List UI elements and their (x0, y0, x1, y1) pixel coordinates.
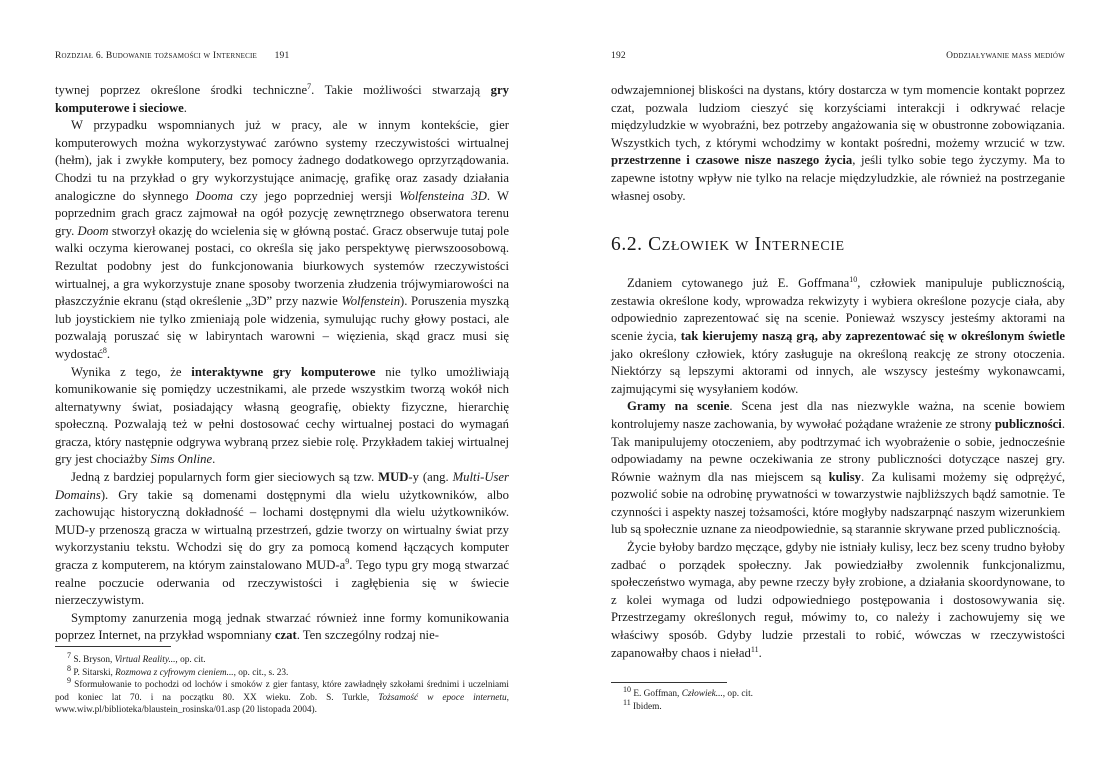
running-header (611, 51, 1065, 65)
footnote: $^{11}$ Ibidem. (623, 697, 662, 712)
left-page (55, 0, 509, 778)
page-number: 191 (274, 51, 290, 61)
footnotes (611, 684, 1065, 713)
paragraph: odwzajemnionej bliskości na dystans, który dostarcza w tym momencie kontakt poprzez czat, pozwala ludziom cieszyć się korzyściami interakcji i odkrywać relacje międzyludzkie w wyobraźni, bez potrzeby angażowania się w obustronne zobowiązania. Wszystkich tych, z którymi wchodzimy w kontakt pośredni, możemy wrzucić w tzw. przestrzenne i czasowe nisze naszego życia, jeśli tylko sobie tego życzymy. Ma to zapewne istotny wpływ nie tylko na relacje międzyludzkie, ale również na postrzeganie własnej osoby. (611, 83, 1065, 203)
section-heading: 6.2. Człowiek w Internecie (611, 234, 845, 256)
footnote-rule (55, 646, 171, 647)
paragraph: Jedną z bardziej popularnych form gier sieciowych są tzw. MUD-y (ang. Multi-User Domains). Gry takie są domenami dostępnymi dla wielu użytkowników, albo zachowując historyczną dokładność – lochami dostępnymi dla wielu użytkowników. MUD-y przenoszą gracza w wirtualną przestrzeń, gdzie tworzy on wirtualny świat przy wykorzystaniu tekstu. Wchodzi się do gry za pomocą komend łączących komputer gracza z komputerem, na którym zainstalowano MUD-$a^9$. Tego typu gry mogą stwarzać realne poczucie oderwania od rzeczywistości i zagłębienia się w świecie nierzeczywistym. (55, 470, 510, 608)
paragraph: Wynika z tego, że interaktywne gry komputerowe nie tylko umożliwiają komunikowanie się pomiędzy uczestnikami, ale przede wszystkim tworzą wokół nich alternatywny świat, posiadający własną geografię, obiekty fizyczne, hierarchię społeczną. Pozwalają też w pełni dostosować cechy wirtualnej postaci do wymagań gracza, który następnie odgrywa wybraną przez siebie rolę. Przykładem takiej wirtualnej gry jest chociażby Sims Online. (55, 364, 510, 467)
footnote-rule (611, 682, 727, 683)
running-head-title: Rozdział 6. Budowanie tożsamości w Internecie (55, 51, 257, 61)
footnote: $^7$ S. Bryson, Virtual Reality..., op. cit. (67, 650, 206, 665)
running-header (55, 51, 509, 65)
paragraph: Zdaniem cytowanego już E. Goffmana$^{10}$, człowiek manipuluje publicznością, zestawia określone kody, wprowadza rekwizyty i wybiera określone pozycje ciała, aby odpowiednio zaprezentować się na scenie. Ponieważ wszyscy jesteśmy aktorami na scenie życia, tak kierujemy naszą grą, aby zaprezentować się w określonym świetle jako określony człowiek, który zasługuje na określoną reakcję ze strony otoczenia. Niektórzy są lepszymi aktorami od innych, ale wszyscy jesteśmy wykonawcami, zajmującymi się wysyłaniem kodów. (611, 274, 1065, 396)
paragraph: tywnej poprzez określone środki techniczne$^7$. Takie możliwości stwarzają gry komputerowe i sieciowe. (55, 81, 509, 115)
right-page (611, 0, 1065, 778)
footnote: $^8$ P. Sitarski, Rozmowa z cyfrowym cieniem..., op. cit., s. 23. (67, 663, 289, 678)
body-text (55, 82, 509, 645)
footnote: $^{10}$ E. Goffman, Człowiek..., op. cit. (623, 684, 753, 699)
paragraph: W przypadku wspomnianych już w pracy, ale w innym kontekście, gier komputerowych można wykorzystywać zarówno systemy rzeczywistości wirtualnej (hełm), jak i zwykłe komputery, bez pomocy żadnego dodatkowego oprzyrządowania. Chodzi tu na przykład o gry wykorzystujące animację, grafikę oraz zasady działania analogiczne do słynnego Dooma czy jego poprzedniej wersji Wolfensteina 3D. W poprzednim grach gracz zajmował na ogół pozycję zewnętrznego obserwatora terenu gry. Doom stworzył okazję do wcielenia się w główną postać. Gracz obserwuje tutaj pole walki oczyma kierowanej postaci, co określa się jako perspektywę pierwszoosobową. Rezultat podobny jest do funkcjonowania biurkowych systemów rzeczywistości wirtualnej, a gra wykorzystuje znane sposoby tworzenia złudzenia trójwymiarowości na płaszczyźnie ekranu (stąd określenie „3D” przy nazwie Wolfenstein). Poruszenia myszką lub joystickiem nie tylko zmieniają pole widzenia, symulując ruchy głowy postaci, ale pozwalają poruszać się w labiryntach warowni – więzienia, skąd gracz musi się wydostać$^8$. (55, 118, 509, 361)
page-number: 192 (611, 51, 626, 61)
paragraph: Symptomy zanurzenia mogą jednak stwarzać również inne formy komunikowania poprzez Internet, na przykład wspomniany czat. Ten szczególny rodzaj nie- (55, 610, 509, 643)
footnotes (55, 650, 509, 717)
paragraph: Życie byłoby bardzo męczące, gdyby nie istniały kulisy, lecz bez sceny trudno byłoby zadbać o porządek społeczny. Jak powiedziałby zwolennik funkcjonalizmu, społeczeństwo wymaga, aby pewne rzeczy były zrobione, a działania skoordynowane, to z kolei wymaga od ludzi odpowiedniego postępowania i dostosowywania się. Przestrzegamy określonych reguł, mówimy to, co należy i zachowujemy się we właściwy sposób. Gdyby ludzie przestali to robić, wówczas w rzeczywistości zapanowałby chaos i nieład$^{11}$. (611, 540, 1065, 660)
running-head-title: Oddziaływanie mass mediów (946, 51, 1065, 61)
footnote: $^9$ Sformułowanie to pochodzi od lochów i smoków z gier fantasy, które zawładnęły szkołami średnimi i uczelniami pod koniec lat 70. i na początku 80. XX wieku. Zob. S. Turkle, Tożsamość w epoce internetu, www.wiw.pl/biblioteka/blaustein_rosinska/01.asp (20 listopada 2004). (55, 676, 509, 716)
paragraph: Gramy na scenie. Scena jest dla nas niezwykle ważna, na scenie bowiem kontrolujemy nasze zachowania, by wywołać pożądane wrażenie ze strony publiczności. Tak manipulujemy otoczeniem, aby podtrzymać ich wyobrażenie o sobie, jednocześnie odpowiadamy na pewne oczekiwania ze strony publiczności dotyczące naszej gry. Równie ważnym dla nas miejscem są kulisy. Za kulisami możemy się odprężyć, pozwolić sobie na odrobinę prywatności w towarzystwie najbliższych bądź samotnie. Te czynności i aspekty naszej tożsamości, które mogłyby nadszarpnąć naszym wizerunkiem lub są społecznie uznane za nieodpowiednie, są starannie skrywane przed publicznością. (611, 399, 1065, 537)
body-text (611, 82, 1065, 662)
